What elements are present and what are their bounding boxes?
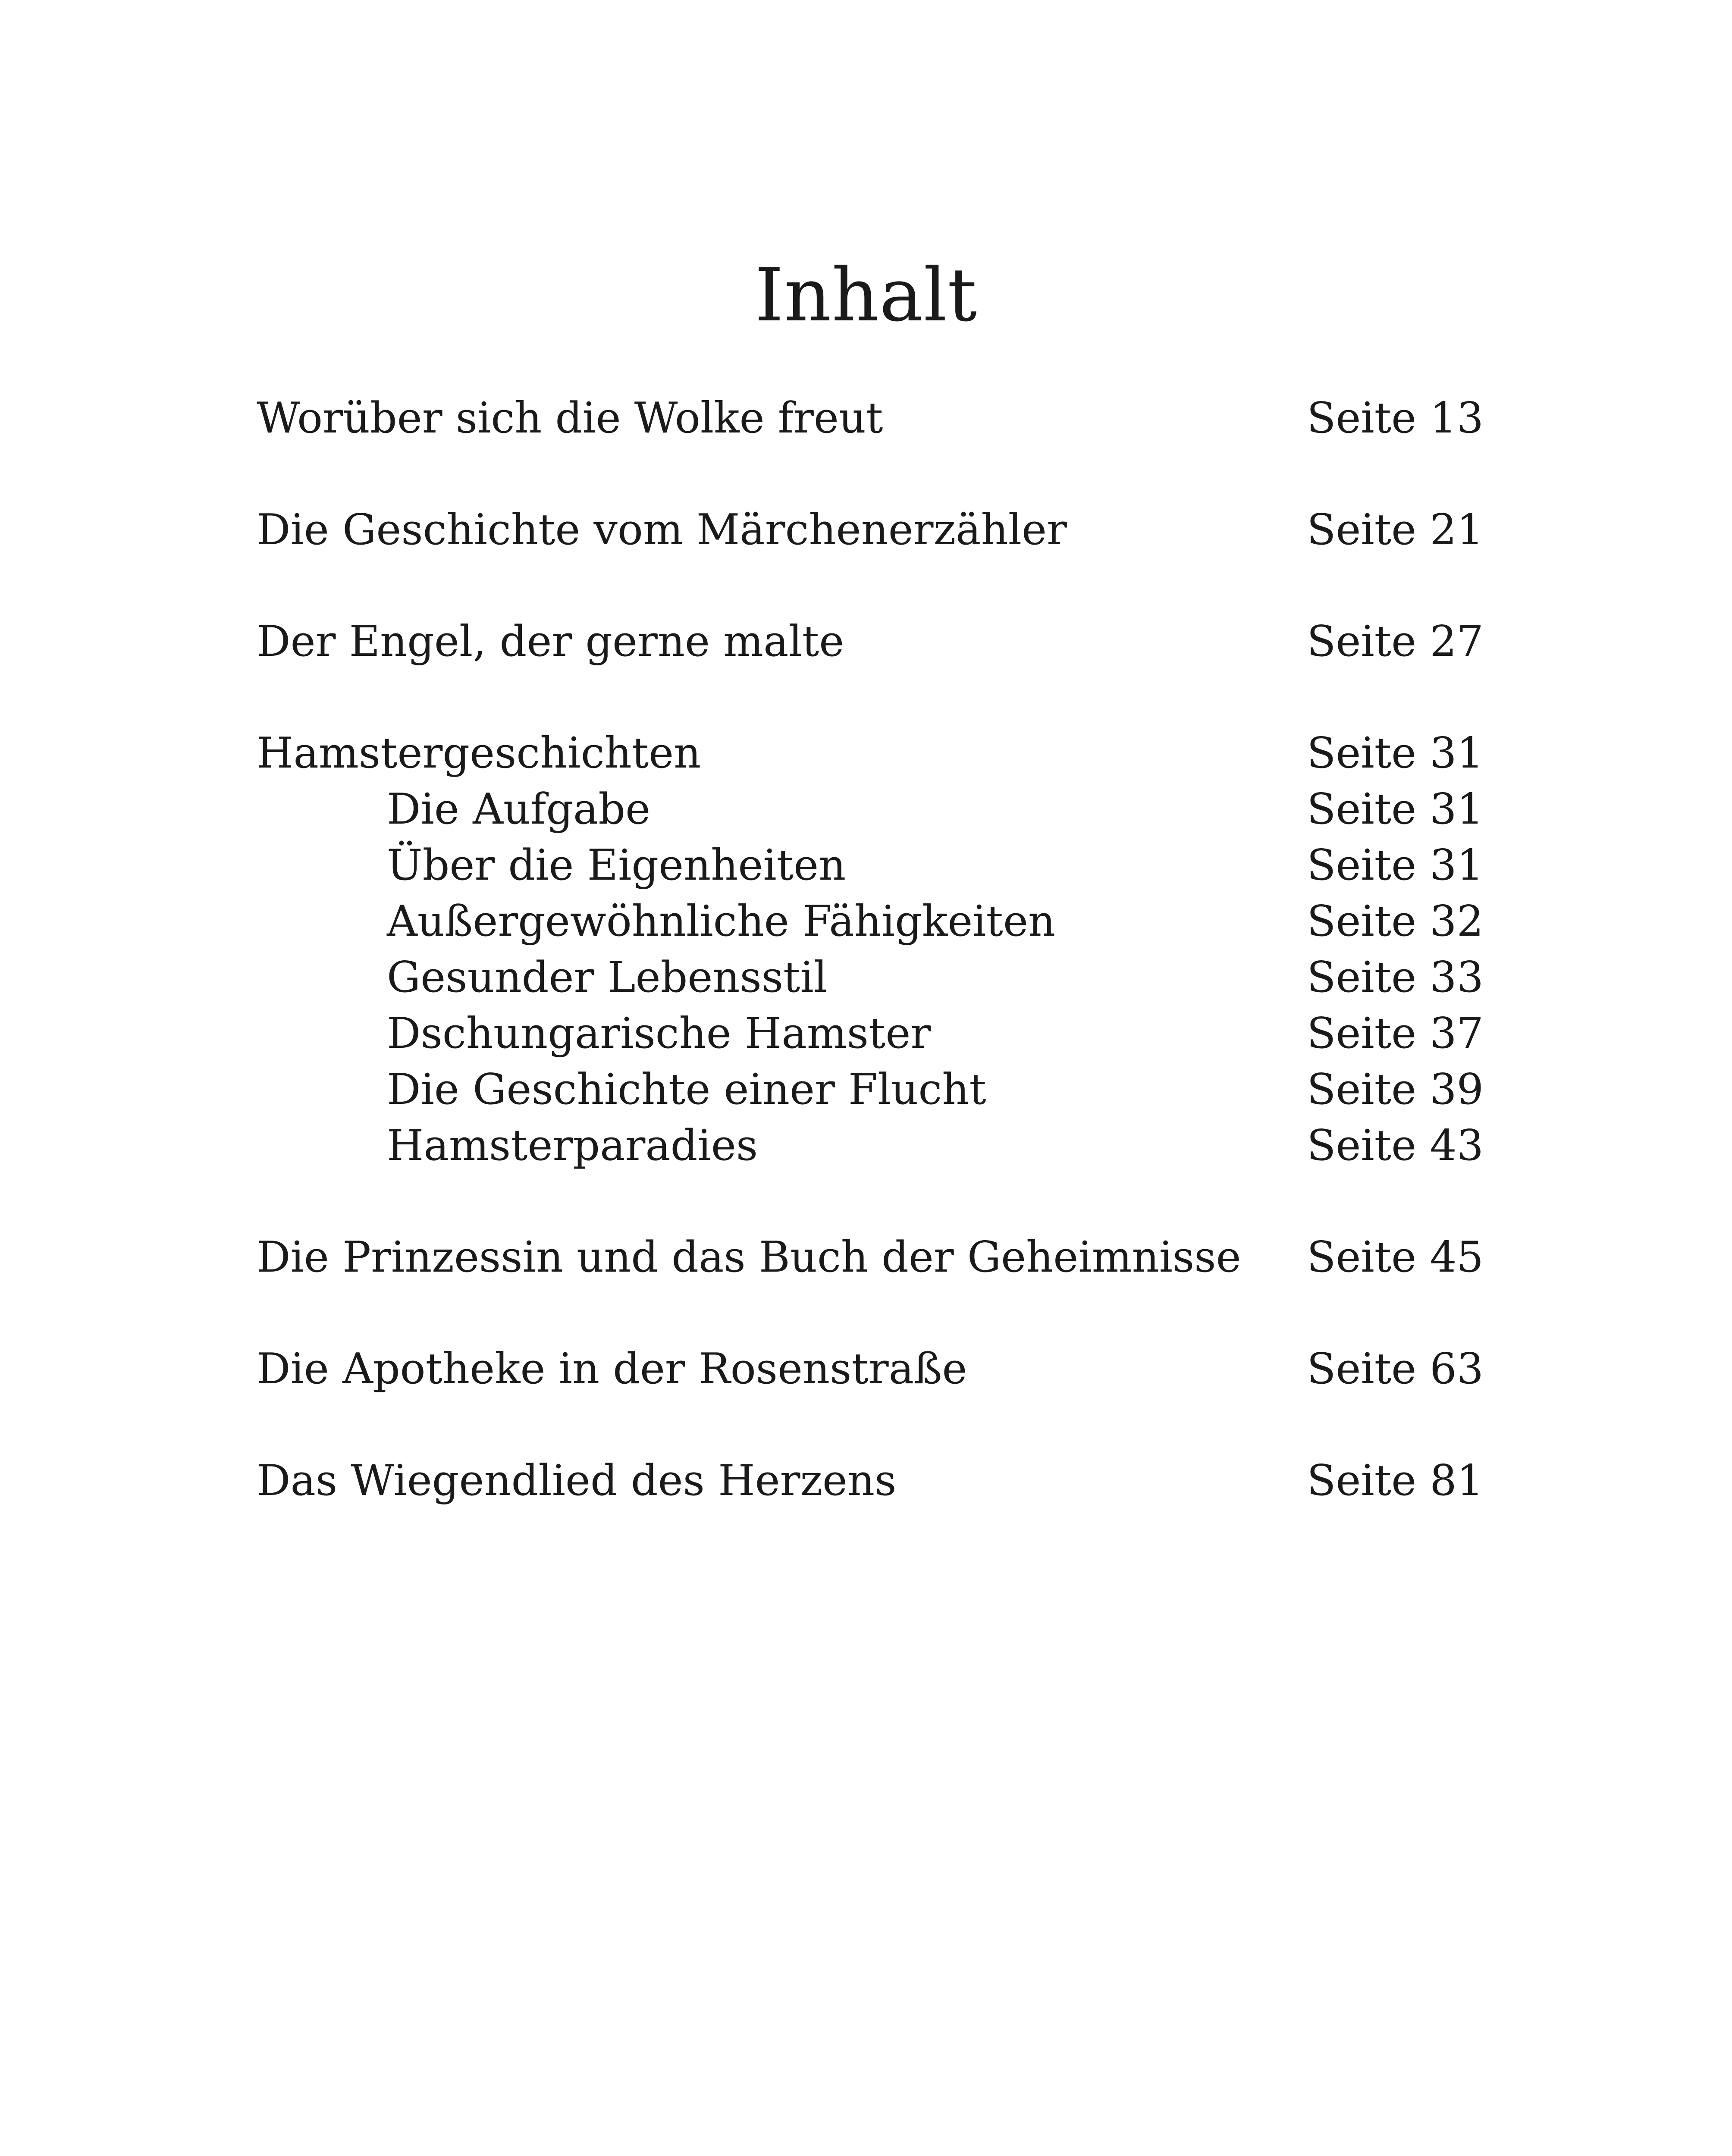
toc-entry-page: Seite 21 <box>1307 505 1484 555</box>
table-of-contents <box>257 390 1484 1509</box>
page-title: Inhalt <box>754 253 978 338</box>
toc-entry-title: Hamstergeschichten <box>257 729 701 778</box>
toc-entry-page: Seite 33 <box>1307 953 1484 1002</box>
toc-entry-page: Seite 31 <box>1307 785 1484 834</box>
toc-entry-page: Seite 13 <box>1307 394 1484 443</box>
toc-entry-title: Dschungarische Hamster <box>387 1009 931 1058</box>
toc-entry-title: Die Geschichte einer Flucht <box>387 1065 986 1114</box>
toc-entry-page: Seite 32 <box>1307 897 1484 946</box>
toc-entry-page: Seite 43 <box>1307 1121 1484 1170</box>
toc-entry-title: Der Engel, der gerne malte <box>257 617 844 666</box>
toc-entry-page: Seite 45 <box>1307 1233 1484 1282</box>
toc-entry-title: Die Apotheke in der Rosenstraße <box>257 1344 967 1394</box>
toc-entry-page: Seite 31 <box>1307 729 1484 778</box>
toc-subentry <box>257 893 1484 950</box>
toc-entry <box>257 614 1484 670</box>
toc-entry-page: Seite 37 <box>1307 1009 1484 1058</box>
toc-entry-page: Seite 31 <box>1307 841 1484 890</box>
toc-subentry <box>257 1006 1484 1062</box>
toc-entry-page: Seite 63 <box>1307 1344 1484 1394</box>
toc-entry-title: Die Aufgabe <box>387 785 651 834</box>
toc-entry-page: Seite 27 <box>1307 617 1484 666</box>
toc-entry-title: Das Wiegendlied des Herzens <box>257 1456 897 1505</box>
toc-subentry <box>257 1118 1484 1174</box>
toc-entry-title: Die Prinzessin und das Buch der Geheimnisse <box>257 1233 1241 1282</box>
toc-subentry <box>257 950 1484 1006</box>
toc-entry-page: Seite 81 <box>1307 1456 1484 1505</box>
toc-entry-title: Hamsterparadies <box>387 1121 758 1170</box>
toc-entry-title: Außergewöhnliche Fähigkeiten <box>387 897 1056 946</box>
toc-subentry <box>257 1062 1484 1118</box>
toc-entry <box>257 1229 1484 1285</box>
toc-entry <box>257 1341 1484 1397</box>
toc-subentry <box>257 781 1484 837</box>
toc-entry-page: Seite 39 <box>1307 1065 1484 1114</box>
toc-entry <box>257 390 1484 446</box>
toc-entry-title: Die Geschichte vom Märchenerzähler <box>257 505 1067 555</box>
toc-entry-title: Worüber sich die Wolke freut <box>257 394 883 443</box>
toc-entry <box>257 725 1484 781</box>
toc-subentry <box>257 837 1484 893</box>
toc-entry-title: Über die Eigenheiten <box>387 841 846 890</box>
toc-entry <box>257 502 1484 558</box>
toc-entry <box>257 1453 1484 1509</box>
toc-entry-title: Gesunder Lebensstil <box>387 953 828 1002</box>
